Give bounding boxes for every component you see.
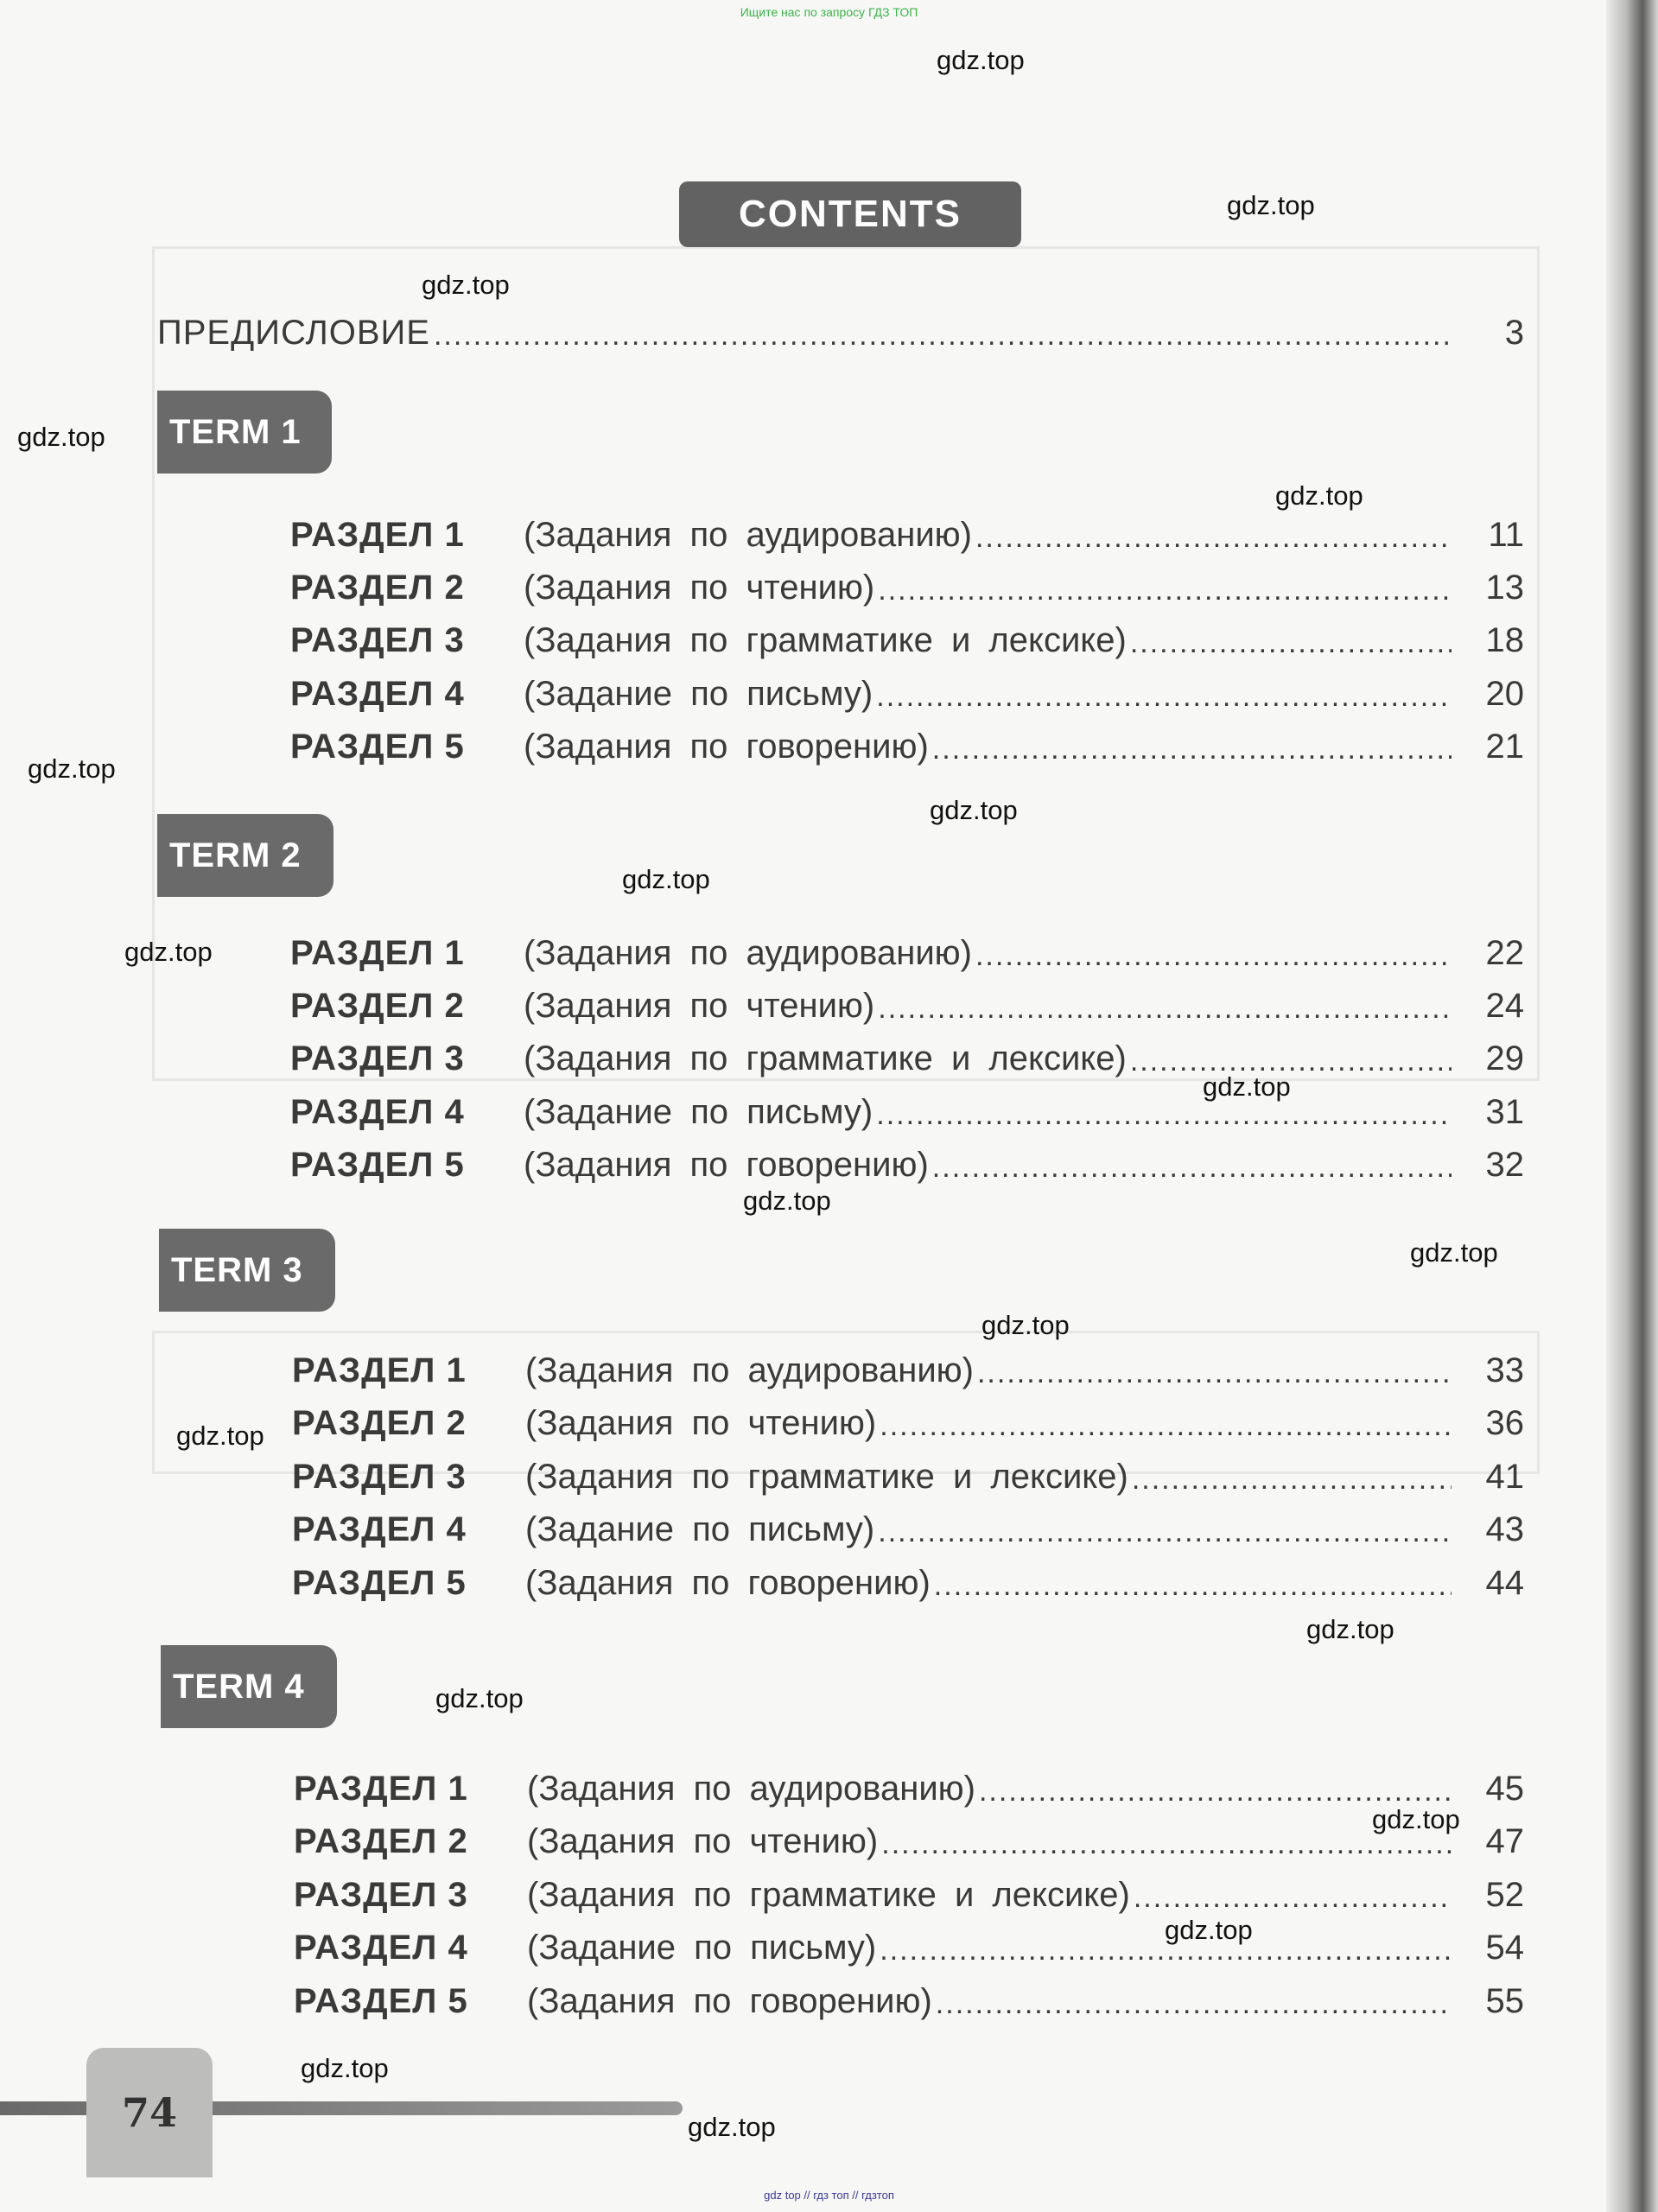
leader-dots: [936, 1987, 1452, 2021]
section-page: 33: [1485, 1351, 1524, 1389]
watermark: gdz.top: [1275, 480, 1363, 511]
watermark: gdz.top: [1410, 1237, 1498, 1268]
leader-dots: [878, 992, 1452, 1026]
section-page: 55: [1485, 1982, 1524, 2020]
section-label: РАЗДЕЛ 4: [290, 1093, 465, 1131]
leader-dots: [932, 1151, 1452, 1185]
leader-dots: [1132, 1463, 1452, 1497]
toc-row[interactable]: [294, 1872, 1524, 1915]
watermark: gdz.top: [422, 270, 510, 300]
section-page: 31: [1485, 1093, 1524, 1131]
toc-row[interactable]: [292, 1560, 1524, 1603]
intro-title: ПРЕДИСЛОВИЕ: [157, 314, 430, 352]
section-label: РАЗДЕЛ 5: [290, 728, 465, 766]
toc-row[interactable]: [290, 723, 1524, 766]
toc-row[interactable]: [290, 1089, 1524, 1132]
toc-row[interactable]: [290, 671, 1524, 714]
section-desc: (Задания по говорению): [527, 1982, 932, 2020]
section-desc: (Задания по чтению): [525, 1404, 877, 1442]
watermark: gdz.top: [688, 2112, 776, 2142]
section-page: 24: [1485, 987, 1524, 1025]
leader-dots: [977, 1357, 1452, 1390]
watermark: gdz.top: [301, 2053, 389, 2083]
section-desc: (Задание по письму): [524, 1093, 873, 1131]
leader-dots: [1130, 626, 1452, 660]
intro-row[interactable]: [157, 304, 1524, 353]
section-desc: (Задания по аудированию): [524, 934, 972, 972]
watermark: gdz.top: [1203, 1071, 1291, 1102]
section-page: 54: [1485, 1929, 1524, 1967]
section-page: 32: [1485, 1146, 1524, 1184]
watermark: gdz.top: [1306, 1614, 1394, 1644]
toc-row[interactable]: [292, 1400, 1524, 1443]
term-4-badge: TERM 4: [161, 1645, 337, 1728]
section-label: РАЗДЕЛ 1: [294, 1770, 468, 1808]
toc-row[interactable]: [292, 1453, 1524, 1497]
toc-row[interactable]: [294, 1978, 1524, 2021]
toc-row[interactable]: [290, 982, 1524, 1026]
watermark: gdz.top: [937, 45, 1025, 75]
section-desc: (Задания по говорению): [524, 728, 929, 766]
section-page: 22: [1485, 934, 1524, 972]
leader-dots: [434, 319, 1452, 353]
leader-dots: [932, 733, 1452, 766]
leader-dots: [881, 1827, 1452, 1861]
section-desc: (Задания по говорению): [524, 1146, 929, 1184]
section-label: РАЗДЕЛ 4: [292, 1510, 467, 1548]
leader-dots: [878, 1516, 1452, 1549]
section-page: 47: [1485, 1822, 1524, 1860]
watermark: gdz.top: [17, 422, 105, 452]
bottom-banner[interactable]: gdz top // гдз топ // гдзтоп: [764, 2189, 894, 2202]
intro-page: 3: [1504, 314, 1524, 352]
section-label: РАЗДЕЛ 2: [292, 1404, 467, 1442]
section-page: 44: [1485, 1564, 1524, 1602]
toc-row[interactable]: [290, 617, 1524, 660]
top-banner[interactable]: Ищите нас по запросу ГДЗ ТОП: [740, 5, 918, 19]
watermark: gdz.top: [622, 864, 710, 894]
leader-dots: [1130, 1045, 1452, 1078]
toc-row[interactable]: [290, 1035, 1524, 1078]
toc-row[interactable]: [292, 1506, 1524, 1549]
section-desc: (Задания по аудированию): [524, 516, 972, 554]
section-desc: (Задания по грамматике и лексике): [524, 621, 1127, 659]
watermark: gdz.top: [743, 1185, 831, 1216]
page-edge: [1606, 0, 1658, 2212]
section-label: РАЗДЕЛ 1: [290, 516, 465, 554]
leader-dots: [876, 1098, 1452, 1132]
toc-row[interactable]: [294, 1765, 1524, 1808]
toc-row[interactable]: [294, 1924, 1524, 1967]
section-page: 20: [1485, 675, 1524, 713]
term-2-badge: TERM 2: [157, 814, 334, 897]
toc-row[interactable]: [294, 1818, 1524, 1861]
section-page: 45: [1485, 1770, 1524, 1808]
watermark: gdz.top: [1165, 1915, 1253, 1945]
leader-dots: [876, 680, 1452, 714]
section-desc: (Задания по грамматике и лексике): [525, 1458, 1128, 1496]
section-label: РАЗДЕЛ 2: [290, 569, 465, 607]
section-desc: (Задания по чтению): [524, 987, 875, 1025]
page-number: 74: [86, 2048, 213, 2177]
section-desc: (Задания по говорению): [525, 1564, 931, 1602]
contents-title: CONTENTS: [679, 181, 1021, 247]
leader-dots: [934, 1569, 1452, 1603]
section-desc: (Задания по грамматике и лексике): [527, 1876, 1130, 1914]
section-page: 11: [1488, 516, 1524, 554]
watermark: gdz.top: [930, 795, 1018, 825]
section-page: 13: [1485, 569, 1524, 607]
watermark: gdz.top: [981, 1310, 1070, 1340]
section-desc: (Задания по грамматике и лексике): [524, 1039, 1127, 1077]
section-label: РАЗДЕЛ 2: [290, 987, 465, 1025]
section-page: 52: [1485, 1876, 1524, 1914]
section-page: 21: [1485, 728, 1524, 766]
term-3-badge: TERM 3: [159, 1229, 335, 1312]
section-label: РАЗДЕЛ 2: [294, 1822, 468, 1860]
section-desc: (Задания по чтению): [527, 1822, 879, 1860]
section-label: РАЗДЕЛ 5: [290, 1146, 465, 1184]
leader-dots: [1134, 1881, 1452, 1915]
section-page: 29: [1485, 1039, 1524, 1077]
section-desc: (Задания по аудированию): [525, 1351, 974, 1389]
section-label: РАЗДЕЛ 3: [290, 1039, 465, 1077]
section-desc: (Задания по аудированию): [527, 1770, 975, 1808]
toc-row[interactable]: [290, 930, 1524, 973]
section-label: РАЗДЕЛ 5: [294, 1982, 468, 2020]
watermark: gdz.top: [28, 753, 116, 784]
section-label: РАЗДЕЛ 3: [290, 621, 465, 659]
section-page: 18: [1485, 621, 1524, 659]
section-label: РАЗДЕЛ 3: [292, 1458, 467, 1496]
section-page: 41: [1485, 1458, 1524, 1496]
toc-row[interactable]: [290, 564, 1524, 607]
section-page: 36: [1485, 1404, 1524, 1442]
term-1-badge: TERM 1: [157, 391, 332, 474]
toc-row[interactable]: [290, 1141, 1524, 1185]
section-desc: (Задание по письму): [527, 1929, 877, 1967]
leader-dots: [975, 939, 1452, 973]
toc-row[interactable]: [292, 1347, 1524, 1390]
section-label: РАЗДЕЛ 1: [292, 1351, 467, 1389]
section-label: РАЗДЕЛ 4: [290, 675, 465, 713]
section-label: РАЗДЕЛ 3: [294, 1876, 468, 1914]
section-desc: (Задание по письму): [524, 675, 873, 713]
toc-row[interactable]: [290, 512, 1524, 555]
watermark: gdz.top: [435, 1683, 524, 1713]
leader-dots: [878, 574, 1452, 607]
section-desc: (Задания по чтению): [524, 569, 875, 607]
leader-dots: [975, 521, 1452, 555]
watermark: gdz.top: [176, 1421, 264, 1451]
section-label: РАЗДЕЛ 5: [292, 1564, 467, 1602]
leader-dots: [880, 1409, 1452, 1443]
section-label: РАЗДЕЛ 1: [290, 934, 465, 972]
watermark: gdz.top: [1227, 190, 1315, 220]
watermark: gdz.top: [124, 937, 213, 967]
section-label: РАЗДЕЛ 4: [294, 1929, 468, 1967]
watermark: gdz.top: [1372, 1804, 1460, 1834]
section-desc: (Задание по письму): [525, 1510, 875, 1548]
section-page: 43: [1485, 1510, 1524, 1548]
